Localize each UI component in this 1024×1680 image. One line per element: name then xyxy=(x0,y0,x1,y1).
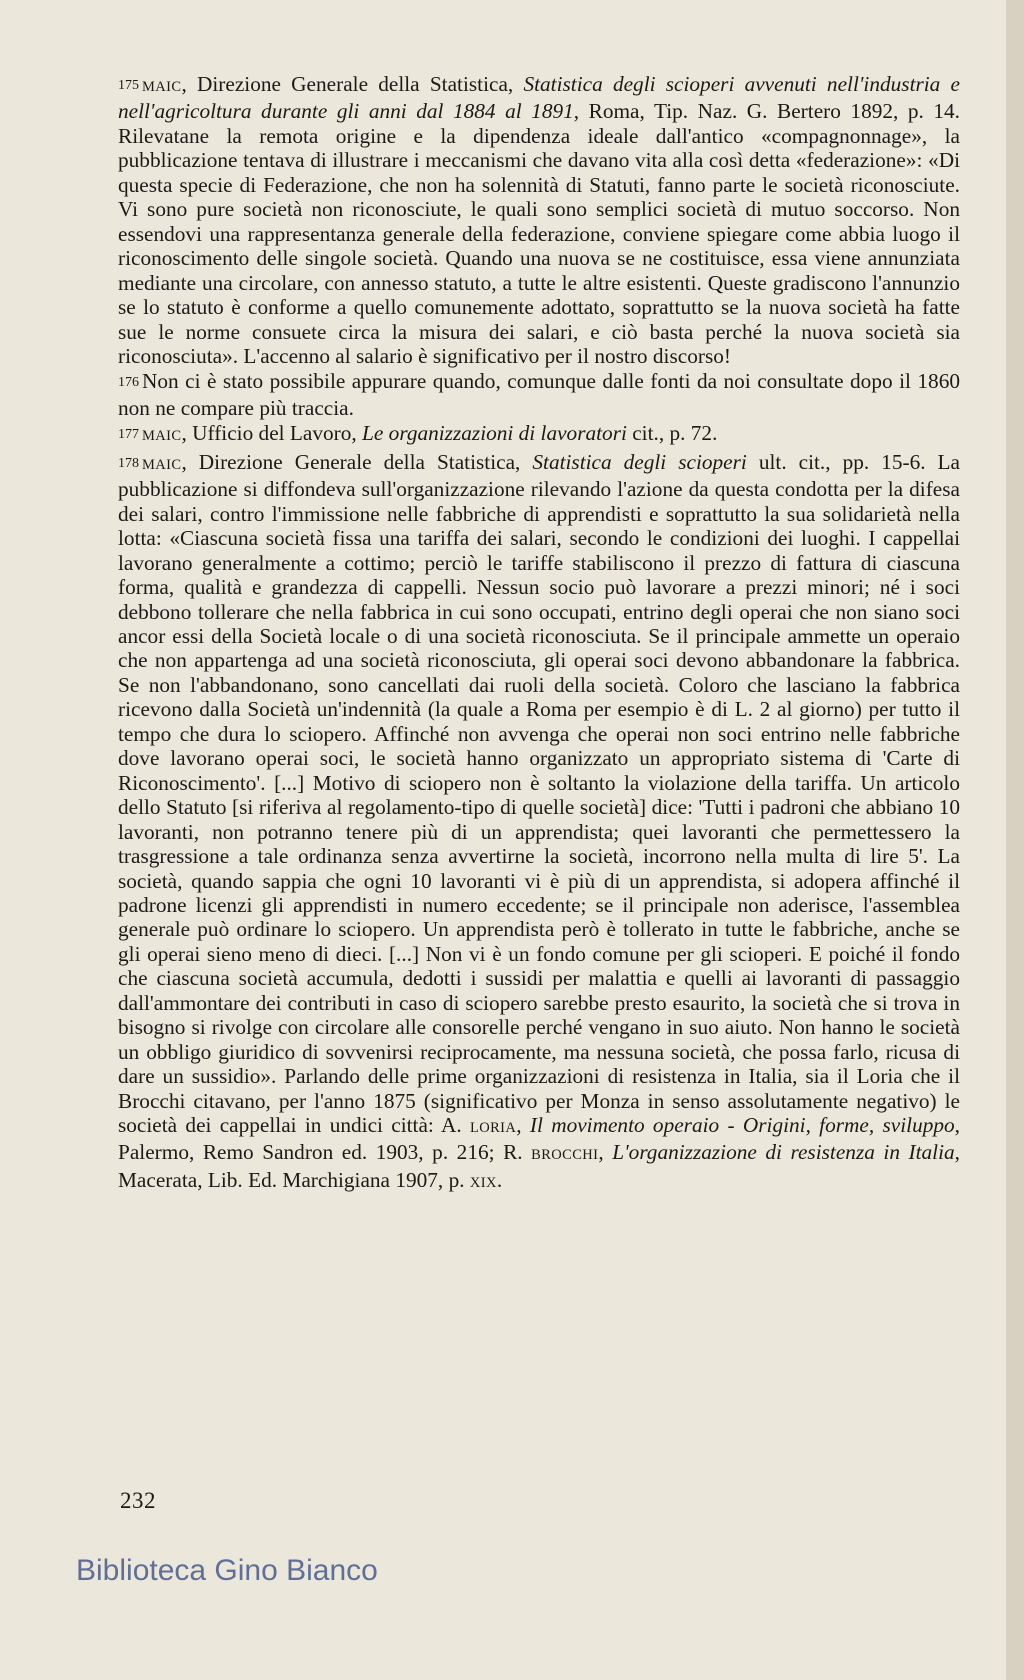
footnote-text: , Direzione Generale della Statistica, xyxy=(181,449,533,474)
italic-title: L'organizzazione di resistenza in Italia xyxy=(612,1140,955,1165)
footnote-text: ult. cit., pp. 15-6. La pubblicazione si diffondeva sull'organizzazione rilevando l'azione da questa condotta per la difesa dei salari, contro l'immissione nelle fabbriche di apprendisti e soprattutto la sua solidarietà nella lotta: «Ciascuna società fissa una tariffa dei salari, secondo le condizioni dei luoghi. I cappellai lavorano generalmente a cottimo; perciò le tariffe stabiliscono il prezzo di fattura di ciascuna forma, qualità e grandezza di cappelli. Nessun socio può lavorare a prezzi minori; né i soci debbono tollerare che nella fabbrica in cui sono occupati, entrino degli operai che non siano soci ancor essi della Società locale o di una società riconosciuta. Se il principale ammette un operaio che non appartenga ad una società riconosciuta, gli operai soci devono abbandonare la fabbrica. Se non l'abbandonano, sono cancellati dai ruoli della società. Coloro che lasciano la fabbrica ricevono dalla Società un'indennità (la quale a Roma per esempio è di L. 2 al giorno) per tutto il tempo che dura lo sciopero. Affinché non avvenga che operai non soci entrino nelle fabbriche dove lavorano operai soci, le società hanno organizzato un appropriato sistema di 'Carte di Riconoscimento'. [...] Motivo di sciopero non è soltanto la violazione della tariffa. Un articolo dello Statuto [si riferiva al regolamento-tipo di quelle società] dice: 'Tutti i padroni che abbiano 10 lavoranti, non potranno tenere più di un apprendista; quei lavoranti che permettessero la trasgressione a tale ordinanza senza avvertirne la società, incorrono nella multa di lire 5'. La società, quando sappia che ogni 10 lavoranti vi è più di un apprendista, si adopera affinché il padrone licenzi gli apprendisti in numero eccedente; se il principale non aderisce, l'assemblea generale può ordinare lo sciopero. Un apprendista però è tollerato in tutte le fabbriche, anche se gli operai sieno meno di dieci. [...] Non vi è un fondo comune per gli scioperi. E poiché il fondo che ciascuna società accumula, dedotti i sussidi per malattia e quelli ai lavoranti di passaggio dall'ammontare dei contributi in caso di sciopero sarebbe presto esaurito, la società che si trova in bisogno si rivolge con circolare alle consorelle perché vengano in suo aiuto. Non hanno le società un obbligo giuridico di sovvenirsi reciprocamente, ma nessuna società, che possa farlo, ricusa di dare un sussidio». Parlando delle prime organizzazioni di resistenza in Italia, sia il Loria che il Brocchi citavano, per l'anno 1875 (significativo per Monza in senso assolutamente negativo) le società dei cappellai in undici città: A. xyxy=(118,449,961,1138)
footnote-text: , Macerata, Lib. Ed. Marchigiana 1907, p. xyxy=(118,1140,960,1192)
italic-title: Il movimento operaio - Origini, forme, sviluppo xyxy=(529,1113,955,1138)
footnote-text: . xyxy=(496,1167,503,1192)
small-caps-text: MAIC xyxy=(142,428,182,445)
footnote-number: 178 xyxy=(118,455,139,471)
small-caps-text: LORIA xyxy=(469,1120,517,1137)
footnote-text: , Ufficio del Lavoro, xyxy=(181,421,363,446)
footnote-text: , Roma, Tip. Naz. G. Bertero 1892, p. 14. Rilevatane la remota origine e la dipendenza ideale dall'antico «compagnonnage», la pubblicazione tentava di illustrare i meccanismi che davano vita alla così detta «federazione»: «Di questa specie di Federazione, che non ha solennità di Statuti, fanno parte le società riconosciute. Vi sono pure società non riconosciute, le quali sono semplici società di mutuo soccorso. Non essendovi una rappresentanza generale della federazione, conviene spiegare come abbia luogo il riconoscimento delle singole società. Quando una nuova se ne costituisce, essa viene annunziata mediante una circolare, con annesso statuto, a tutte le altre esistenti. Queste gradiscono l'annunzio se lo statuto è conforme a quello comunemente adottato, soprattutto se la nuova società ha fatte sue le norme consuete circa la misura dei salari, e ciò basta perché la nuova società sia riconosciuta». L'accenno al salario è significativo per il nostro discorso! xyxy=(118,99,960,368)
footnote xyxy=(118,369,960,420)
footnote-number: 177 xyxy=(118,427,139,443)
footnote xyxy=(118,450,960,1196)
small-caps-text: MAIC xyxy=(142,79,182,95)
page-number: 232 xyxy=(120,1488,156,1513)
small-caps-text: BROCCHI xyxy=(531,1147,599,1164)
footnote-text: , xyxy=(516,1113,530,1138)
footnote-text: cit., p. 72. xyxy=(626,421,718,446)
footnote-number: 176 xyxy=(118,375,139,391)
footnote-text: , Palermo, Remo Sandron ed. 1903, p. 216; R. xyxy=(118,1113,960,1165)
footnote-text: Non ci è stato possibile appurare quando, comunque dalle fonti da noi consultate dopo il 1860 non ne compare più traccia. xyxy=(118,369,960,420)
footnote xyxy=(118,72,960,368)
footnote-text: , Direzione Generale della Statistica, xyxy=(181,72,524,96)
library-watermark: Biblioteca Gino Bianco xyxy=(76,1554,378,1587)
footnote xyxy=(118,421,960,448)
italic-title: Statistica degli scioperi xyxy=(532,449,747,474)
footnotes-block xyxy=(118,72,960,1195)
small-caps-text: XIX xyxy=(469,1174,497,1191)
footnote-number: 175 xyxy=(118,78,139,93)
footnote-text: , xyxy=(598,1140,613,1165)
page-edge xyxy=(1006,0,1024,1680)
small-caps-text: MAIC xyxy=(142,456,182,473)
italic-title: Le organizzazioni di lavoratori xyxy=(362,421,627,446)
italic-title: Statistica degli scioperi avvenuti nell'industria e nell'agricoltura durante gli anni dal 1884 al 1891 xyxy=(118,72,961,124)
